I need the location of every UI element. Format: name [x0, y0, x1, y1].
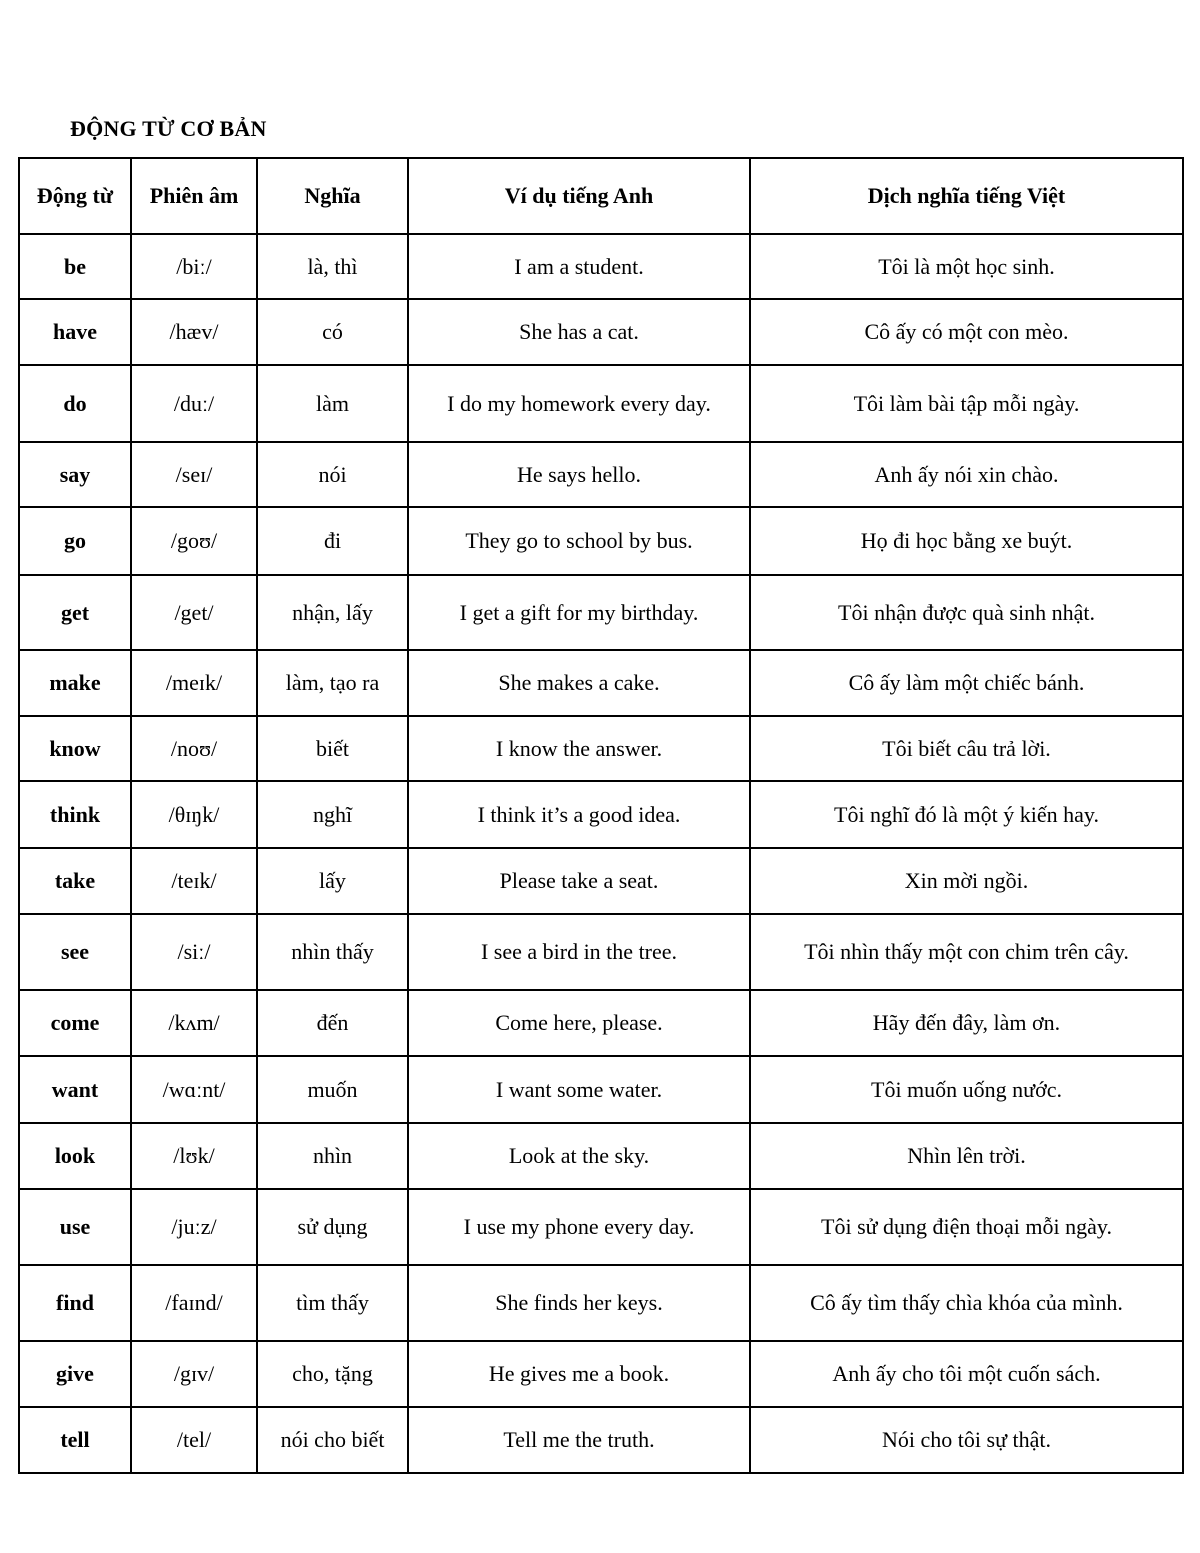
verb-cell: do [19, 365, 131, 442]
ipa-cell: /juːz/ [131, 1189, 257, 1265]
example-en-cell: I am a student. [408, 234, 750, 299]
ipa-cell: /wɑːnt/ [131, 1056, 257, 1123]
table-row [19, 914, 1183, 990]
example-en-cell: Please take a seat. [408, 848, 750, 914]
example-en-cell: Look at the sky. [408, 1123, 750, 1189]
meaning-cell: làm [257, 365, 408, 442]
ipa-cell: /kʌm/ [131, 990, 257, 1056]
verb-cell: make [19, 650, 131, 716]
example-en-cell: I do my homework every day. [408, 365, 750, 442]
example-vi-cell: Tôi làm bài tập mỗi ngày. [750, 365, 1183, 442]
example-vi-cell: Cô ấy làm một chiếc bánh. [750, 650, 1183, 716]
table-row [19, 1056, 1183, 1123]
table-row [19, 650, 1183, 716]
header-row [19, 158, 1183, 234]
table-row [19, 1407, 1183, 1473]
example-en-cell: I see a bird in the tree. [408, 914, 750, 990]
example-en-cell: I know the answer. [408, 716, 750, 781]
verb-cell: come [19, 990, 131, 1056]
ipa-cell: /goʊ/ [131, 507, 257, 575]
ipa-cell: /gɪv/ [131, 1341, 257, 1407]
ipa-cell: /meɪk/ [131, 650, 257, 716]
ipa-cell: /get/ [131, 575, 257, 650]
meaning-cell: sử dụng [257, 1189, 408, 1265]
header-verb: Động từ [19, 158, 131, 234]
example-vi-cell: Tôi là một học sinh. [750, 234, 1183, 299]
example-en-cell: Come here, please. [408, 990, 750, 1056]
table-row [19, 716, 1183, 781]
ipa-cell: /lʊk/ [131, 1123, 257, 1189]
table-row [19, 1189, 1183, 1265]
example-en-cell: Tell me the truth. [408, 1407, 750, 1473]
verb-cell: get [19, 575, 131, 650]
example-vi-cell: Hãy đến đây, làm ơn. [750, 990, 1183, 1056]
header-ipa: Phiên âm [131, 158, 257, 234]
meaning-cell: nhìn thấy [257, 914, 408, 990]
example-vi-cell: Tôi nhận được quà sinh nhật. [750, 575, 1183, 650]
meaning-cell: đi [257, 507, 408, 575]
example-en-cell: They go to school by bus. [408, 507, 750, 575]
meaning-cell: biết [257, 716, 408, 781]
example-en-cell: He gives me a book. [408, 1341, 750, 1407]
ipa-cell: /hæv/ [131, 299, 257, 365]
example-vi-cell: Cô ấy tìm thấy chìa khóa của mình. [750, 1265, 1183, 1341]
ipa-cell: /noʊ/ [131, 716, 257, 781]
ipa-cell: /duː/ [131, 365, 257, 442]
example-vi-cell: Anh ấy cho tôi một cuốn sách. [750, 1341, 1183, 1407]
table-row [19, 781, 1183, 848]
example-en-cell: She makes a cake. [408, 650, 750, 716]
ipa-cell: /faɪnd/ [131, 1265, 257, 1341]
table-row [19, 1265, 1183, 1341]
meaning-cell: nhận, lấy [257, 575, 408, 650]
example-vi-cell: Nói cho tôi sự thật. [750, 1407, 1183, 1473]
header-example-en: Ví dụ tiếng Anh [408, 158, 750, 234]
meaning-cell: nhìn [257, 1123, 408, 1189]
table-body [19, 234, 1183, 1473]
ipa-cell: /seɪ/ [131, 442, 257, 507]
example-vi-cell: Anh ấy nói xin chào. [750, 442, 1183, 507]
meaning-cell: nói cho biết [257, 1407, 408, 1473]
verb-cell: have [19, 299, 131, 365]
example-vi-cell: Tôi muốn uống nước. [750, 1056, 1183, 1123]
example-vi-cell: Cô ấy có một con mèo. [750, 299, 1183, 365]
verb-cell: go [19, 507, 131, 575]
example-vi-cell: Họ đi học bằng xe buýt. [750, 507, 1183, 575]
ipa-cell: /siː/ [131, 914, 257, 990]
example-vi-cell: Tôi nhìn thấy một con chim trên cây. [750, 914, 1183, 990]
verb-cell: take [19, 848, 131, 914]
meaning-cell: là, thì [257, 234, 408, 299]
example-en-cell: She finds her keys. [408, 1265, 750, 1341]
table-row [19, 507, 1183, 575]
example-vi-cell: Tôi biết câu trả lời. [750, 716, 1183, 781]
meaning-cell: lấy [257, 848, 408, 914]
verb-cell: know [19, 716, 131, 781]
verb-cell: think [19, 781, 131, 848]
meaning-cell: đến [257, 990, 408, 1056]
example-vi-cell: Nhìn lên trời. [750, 1123, 1183, 1189]
meaning-cell: nghĩ [257, 781, 408, 848]
meaning-cell: nói [257, 442, 408, 507]
verb-cell: want [19, 1056, 131, 1123]
example-en-cell: I use my phone every day. [408, 1189, 750, 1265]
table-row [19, 1123, 1183, 1189]
ipa-cell: /tel/ [131, 1407, 257, 1473]
example-vi-cell: Tôi nghĩ đó là một ý kiến hay. [750, 781, 1183, 848]
ipa-cell: /θɪŋk/ [131, 781, 257, 848]
verb-cell: find [19, 1265, 131, 1341]
verb-cell: be [19, 234, 131, 299]
example-vi-cell: Tôi sử dụng điện thoại mỗi ngày. [750, 1189, 1183, 1265]
table-row [19, 990, 1183, 1056]
example-vi-cell: Xin mời ngồi. [750, 848, 1183, 914]
verb-table [18, 157, 1184, 1474]
table-row [19, 575, 1183, 650]
example-en-cell: He says hello. [408, 442, 750, 507]
header-example-vi: Dịch nghĩa tiếng Việt [750, 158, 1183, 234]
table-row [19, 1341, 1183, 1407]
meaning-cell: làm, tạo ra [257, 650, 408, 716]
example-en-cell: She has a cat. [408, 299, 750, 365]
table-row [19, 848, 1183, 914]
ipa-cell: /biː/ [131, 234, 257, 299]
verb-cell: see [19, 914, 131, 990]
verb-cell: give [19, 1341, 131, 1407]
meaning-cell: cho, tặng [257, 1341, 408, 1407]
example-en-cell: I get a gift for my birthday. [408, 575, 750, 650]
page-title: ĐỘNG TỪ CƠ BẢN [70, 116, 267, 141]
verb-cell: look [19, 1123, 131, 1189]
meaning-cell: muốn [257, 1056, 408, 1123]
table-row [19, 442, 1183, 507]
table-row [19, 299, 1183, 365]
header-meaning: Nghĩa [257, 158, 408, 234]
ipa-cell: /teɪk/ [131, 848, 257, 914]
table-row [19, 365, 1183, 442]
example-en-cell: I want some water. [408, 1056, 750, 1123]
verb-cell: tell [19, 1407, 131, 1473]
verb-cell: use [19, 1189, 131, 1265]
table-row [19, 234, 1183, 299]
meaning-cell: có [257, 299, 408, 365]
meaning-cell: tìm thấy [257, 1265, 408, 1341]
verb-cell: say [19, 442, 131, 507]
example-en-cell: I think it’s a good idea. [408, 781, 750, 848]
